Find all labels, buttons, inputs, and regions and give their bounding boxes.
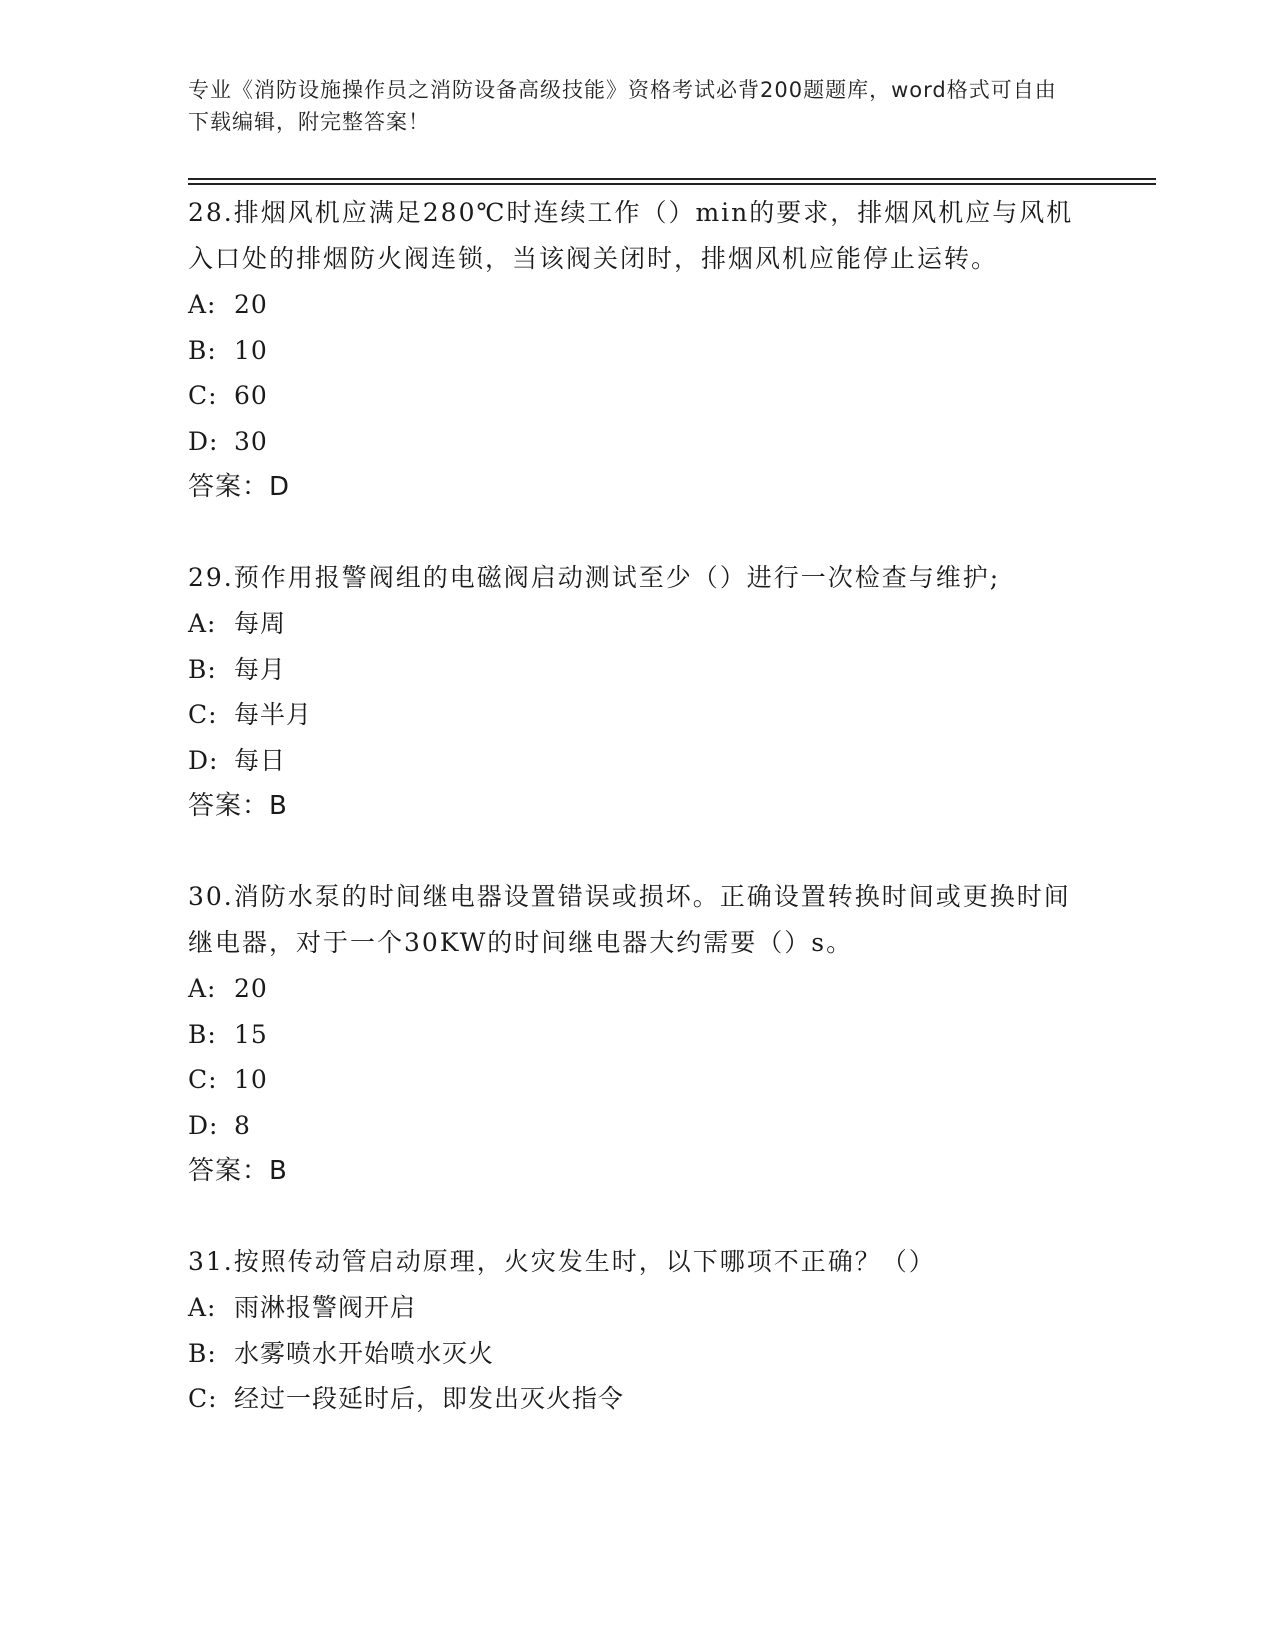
- option-letter: D:: [188, 745, 219, 775]
- option-letter: B:: [188, 1338, 217, 1368]
- option-b: [188, 1012, 1088, 1058]
- question-stem: 29.预作用报警阀组的电磁阀启动测试至少（）进行一次检查与维护;: [188, 563, 1001, 592]
- option-letter: C:: [188, 1065, 218, 1094]
- question-stem: 28.排烟风机应满足280℃时连续工作（）min的要求，排烟风机应与风机入口处的排烟防火阀连锁，当该阀关闭时，排烟风机应能停止运转。: [188, 198, 1074, 273]
- option-text: 经过一段延时后，即发出灭火指令: [234, 1384, 625, 1413]
- answer-line: 答案：D: [188, 472, 291, 502]
- option-text: 20: [234, 974, 268, 1003]
- option-text: 每半月: [234, 700, 313, 729]
- question-stem: 31.按照传动管启动原理，火灾发生时，以下哪项不正确？（）: [188, 1247, 936, 1276]
- question-list: [188, 190, 1088, 1467]
- option-letter: D:: [188, 426, 219, 456]
- option-letter: A:: [188, 609, 217, 638]
- option-a: [188, 1285, 1088, 1331]
- option-letter: B:: [188, 335, 217, 365]
- option-letter: B:: [188, 654, 217, 684]
- question-30: [188, 874, 1088, 1194]
- option-c: [188, 692, 1088, 738]
- option-letter: C:: [188, 700, 218, 729]
- option-letter: D:: [188, 1110, 219, 1140]
- option-a: [188, 282, 1088, 328]
- option-d: [188, 738, 1088, 784]
- option-text: 60: [234, 381, 268, 410]
- document-header: 专业《消防设施操作员之消防设备高级技能》资格考试必背200题题库，word格式可自由下载编辑，附完整答案！: [188, 78, 1057, 134]
- option-text: 水雾喷水开始喷水灭火: [234, 1338, 495, 1368]
- option-c: [188, 373, 1088, 419]
- question-31: [188, 1239, 1088, 1422]
- question-29: [188, 555, 1088, 829]
- option-letter: C:: [188, 1384, 218, 1413]
- option-text: 每月: [234, 654, 287, 684]
- option-d: [188, 1103, 1088, 1149]
- option-letter: B:: [188, 1019, 217, 1049]
- question-stem: 30.消防水泵的时间继电器设置错误或损坏。正确设置转换时间或更换时间继电器，对于一个30KW的时间继电器大约需要（）s。: [188, 882, 1071, 957]
- option-text: 每周: [234, 609, 287, 638]
- option-text: 8: [234, 1110, 251, 1140]
- option-b: [188, 328, 1088, 374]
- option-b: [188, 647, 1088, 693]
- option-text: 雨淋报警阀开启: [234, 1293, 417, 1322]
- option-text: 10: [234, 335, 268, 365]
- header-divider-bottom: [188, 183, 1156, 185]
- option-text: 15: [234, 1019, 268, 1049]
- option-letter: A:: [188, 1293, 217, 1322]
- option-letter: A:: [188, 290, 217, 319]
- answer-line: 答案：B: [188, 791, 288, 821]
- option-a: [188, 601, 1088, 647]
- option-letter: C:: [188, 381, 218, 410]
- option-text: 每日: [234, 745, 287, 775]
- option-c: [188, 1057, 1088, 1103]
- question-28: [188, 190, 1088, 510]
- option-letter: A:: [188, 974, 217, 1003]
- option-text: 30: [234, 426, 268, 456]
- option-text: 10: [234, 1065, 268, 1094]
- header-divider-top: [188, 178, 1156, 180]
- option-b: [188, 1331, 1088, 1377]
- answer-line: 答案：B: [188, 1156, 288, 1186]
- option-a: [188, 966, 1088, 1012]
- option-text: 20: [234, 290, 268, 319]
- option-c: [188, 1376, 1088, 1422]
- option-d: [188, 419, 1088, 465]
